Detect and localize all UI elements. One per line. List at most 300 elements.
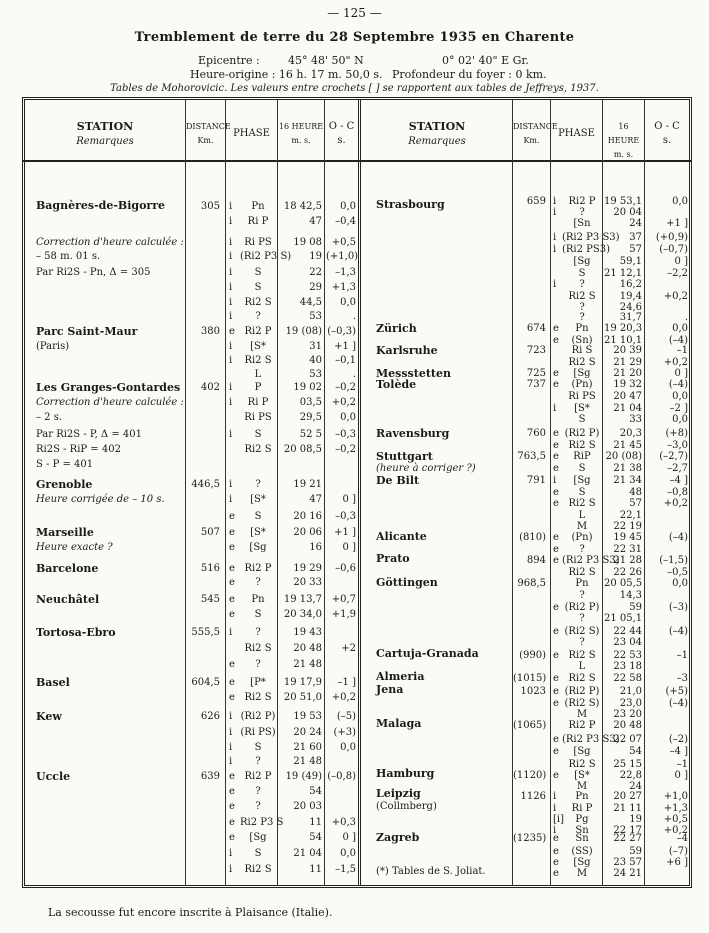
phase-cell: Pn — [575, 323, 589, 334]
phase-cell: Ri2 S — [244, 643, 272, 654]
oc-cell: –0,2 — [335, 444, 356, 455]
oc-cell: –1,3 — [335, 267, 356, 278]
time-cell: 19 (49) — [285, 771, 322, 782]
phase-cell: [Sg — [573, 857, 591, 868]
oc-cell: (–4) — [668, 335, 688, 346]
time-cell: 20 04 — [613, 207, 642, 218]
time-cell: 57 — [629, 244, 642, 255]
onset-mark: [i] — [553, 814, 565, 825]
time-cell: 23,0 — [619, 698, 642, 709]
phase-cell: S — [578, 268, 586, 279]
time-cell: 20 51,0 — [283, 692, 322, 703]
oc-cell: 0,0 — [672, 391, 688, 402]
onset-mark: i — [553, 475, 557, 486]
remark-text: – 58 m. 01 s. — [36, 251, 101, 262]
time-cell: 19 43 — [293, 627, 322, 638]
oc-cell: –1 ] — [337, 677, 356, 688]
time-cell: 21 12,1 — [604, 268, 643, 279]
remark-text: (Collmberg) — [376, 801, 437, 812]
oc-cell: –4 — [676, 833, 688, 844]
origin-time: Heure-origine : 16 h. 17 m. 50,0 s. — [190, 68, 383, 81]
remark-text: (*) Tables de S. Joliat. — [376, 866, 486, 877]
oc-cell: (+5) — [665, 686, 688, 697]
oc-cell: –0,2 — [335, 382, 356, 393]
time-cell: 21 04 — [293, 848, 322, 859]
distance-cell: 760 — [526, 428, 546, 439]
phase-cell: (Ri2 S) — [564, 626, 600, 637]
phase-cell: [S* — [574, 403, 590, 414]
oc-cell: (+0,9) — [655, 232, 688, 243]
station-name: Göttingen — [376, 576, 438, 589]
oc-cell: . — [684, 312, 688, 323]
distance-cell: (1235) — [513, 833, 547, 844]
station-name: Prato — [376, 552, 410, 565]
oc-cell: 0,0 — [340, 412, 356, 423]
time-cell: 44,5 — [299, 297, 322, 308]
remark-text: Par Ri2S - Pn, Δ = 305 — [36, 267, 151, 278]
onset-mark: e — [553, 746, 559, 757]
onset-mark: e — [229, 527, 235, 538]
distance-cell: 446,5 — [191, 479, 220, 490]
phase-cell: (Ri2 P3 S) — [240, 251, 292, 262]
station-name: Tortosa-Ebro — [36, 626, 116, 639]
station-name: Cartuja-Granada — [376, 647, 479, 660]
station-name: Leipzig — [376, 787, 421, 800]
distance-cell: 725 — [526, 368, 546, 379]
onset-mark: i — [553, 803, 557, 814]
time-cell: 53 — [309, 369, 322, 380]
phase-cell: ? — [579, 590, 585, 601]
time-cell: 20 33 — [293, 577, 322, 588]
oc-cell: . — [352, 311, 356, 322]
oc-cell: +0,3 — [331, 817, 356, 828]
time-cell: 40 — [309, 355, 322, 366]
oc-cell: +0,2 — [663, 825, 688, 836]
oc-cell: (–0,3) — [327, 326, 356, 337]
time-cell: 59 — [629, 846, 642, 857]
onset-mark: i — [229, 382, 233, 393]
onset-mark: i — [553, 279, 557, 290]
phase-cell: Ri2 S — [568, 291, 596, 302]
onset-mark: e — [553, 544, 559, 555]
onset-mark: e — [229, 786, 235, 797]
phase-cell: S — [254, 267, 262, 278]
distance-cell: 402 — [200, 382, 220, 393]
phase-cell: [Sg — [573, 368, 591, 379]
onset-mark: i — [229, 341, 233, 352]
phase-cell: M — [576, 521, 588, 532]
station-name: Parc Saint-Maur — [36, 325, 138, 338]
phase-cell: Ri2 S — [568, 650, 596, 661]
time-cell: 21 48 — [293, 659, 322, 670]
phase-cell: (Ri2 P) — [240, 711, 276, 722]
time-cell: 18 42,5 — [283, 201, 322, 212]
distance-cell: 674 — [526, 323, 546, 334]
time-cell: 20 48 — [613, 720, 642, 731]
onset-mark: e — [553, 428, 559, 439]
phase-cell: (Ri2 S) — [564, 698, 600, 709]
time-cell: 24 — [629, 218, 642, 229]
time-cell: 29,5 — [299, 412, 322, 423]
phase-cell: ? — [579, 637, 585, 648]
phase-cell: Ri2 S — [244, 692, 272, 703]
onset-mark: e — [553, 440, 559, 451]
oc-cell: (–4) — [668, 698, 688, 709]
onset-mark: e — [229, 563, 235, 574]
oc-cell: +0,2 — [331, 692, 356, 703]
time-cell: 20 24 — [293, 727, 322, 738]
oc-cell: 0,0 — [340, 201, 356, 212]
station-name: De Bilt — [376, 474, 420, 487]
phase-cell: S — [578, 463, 586, 474]
remark-text: (heure à corriger ?) — [376, 463, 476, 474]
phase-cell: (Ri2 P) — [564, 428, 600, 439]
oc-cell: (–5) — [336, 711, 356, 722]
time-cell: 21 29 — [613, 357, 642, 368]
time-cell: 20 08,5 — [283, 444, 322, 455]
phase-cell: S — [254, 429, 262, 440]
time-cell: 21 20 — [613, 368, 642, 379]
onset-mark: e — [553, 379, 559, 390]
phase-cell: (Ri2 P3 S3) — [562, 734, 620, 745]
distance-cell: 380 — [200, 326, 220, 337]
remark-text: Ri2S - RiP = 402 — [36, 444, 121, 455]
phase-cell: S — [254, 282, 262, 293]
station-name: Bagnères-de-Bigorre — [36, 199, 166, 212]
oc-cell: –2,2 — [667, 268, 688, 279]
onset-mark: e — [229, 659, 235, 670]
phase-cell: S — [254, 511, 262, 522]
oc-cell: (–1,5) — [659, 555, 688, 566]
time-cell: 47 — [309, 216, 322, 227]
time-cell: 21 60 — [293, 742, 322, 753]
distance-cell: (1015) — [513, 673, 547, 684]
time-cell: 21 10,1 — [604, 335, 643, 346]
time-cell: 11 — [309, 864, 322, 875]
onset-mark: e — [553, 368, 559, 379]
time-cell: 16 — [309, 542, 322, 553]
time-cell: 19 29 — [293, 563, 322, 574]
oc-cell: –0,3 — [335, 429, 356, 440]
onset-mark: e — [553, 686, 559, 697]
time-cell: 19 08 — [293, 237, 322, 248]
time-cell: 03,5 — [299, 397, 322, 408]
oc-cell: +1 ] — [334, 341, 356, 352]
distance-cell: 723 — [526, 345, 546, 356]
oc-cell: (–2) — [668, 734, 688, 745]
time-cell: 59,1 — [619, 256, 642, 267]
phase-cell: RiP — [573, 451, 591, 462]
time-cell: 16,2 — [619, 279, 642, 290]
station-name: Neuchâtel — [36, 593, 100, 606]
time-cell: 23 04 — [613, 637, 642, 648]
phase-cell: Ri2 P — [568, 720, 596, 731]
oc-cell: –1 — [676, 345, 688, 356]
station-name: Ravensburg — [376, 427, 450, 440]
phase-cell: (Sn) — [571, 335, 593, 346]
station-name: Hamburg — [376, 767, 435, 780]
distance-cell: 1023 — [520, 686, 546, 697]
phase-cell: Ri2 S — [568, 759, 596, 770]
oc-cell: 0 ] — [674, 770, 688, 781]
phase-cell: ? — [255, 786, 261, 797]
epicentre-lat: 45° 48' 50" N — [288, 54, 364, 67]
time-cell: 23 20 — [613, 709, 642, 720]
time-cell: 20,3 — [619, 428, 642, 439]
col-sep — [324, 100, 325, 885]
phase-cell: P — [254, 382, 262, 393]
phase-cell: Ri P — [571, 803, 593, 814]
onset-mark: e — [229, 677, 235, 688]
distance-cell: (810) — [519, 532, 546, 543]
time-cell: 20 05,5 — [604, 578, 643, 589]
oc-cell: 0,0 — [340, 848, 356, 859]
remark-text: Correction d'heure calculée : — [36, 397, 184, 408]
distance-cell: 659 — [526, 196, 546, 207]
center-divider — [358, 100, 361, 885]
station-name: Kew — [36, 710, 62, 723]
phase-cell: ? — [579, 302, 585, 313]
phase-cell: Ri2 S — [568, 567, 596, 578]
onset-mark: i — [229, 311, 233, 322]
onset-mark: i — [553, 403, 557, 414]
oc-cell: (+1,0) — [326, 251, 359, 262]
phase-cell: Pn — [575, 791, 589, 802]
oc-cell: +1,0 — [663, 791, 688, 802]
phase-cell: Ri P — [247, 397, 269, 408]
distance-cell: 507 — [200, 527, 220, 538]
onset-mark: i — [553, 196, 557, 207]
onset-mark: e — [553, 626, 559, 637]
onset-mark: i — [553, 244, 557, 255]
phase-cell: Ri S — [571, 345, 593, 356]
oc-cell: –0,6 — [335, 563, 356, 574]
phase-cell: ? — [255, 577, 261, 588]
tables-note: Tables de Mohorovicic. Les valeurs entre crochets [ ] se rapportent aux tables de Jeffreys, 1937. — [110, 83, 599, 94]
oc-cell: 0,0 — [672, 414, 688, 425]
col-sep — [277, 100, 278, 885]
phase-cell: M — [576, 709, 588, 720]
onset-mark: i — [229, 864, 233, 875]
onset-mark: e — [553, 770, 559, 781]
time-cell: 29 — [309, 282, 322, 293]
distance-cell: (1065) — [513, 720, 547, 731]
time-cell: 22,1 — [619, 510, 642, 521]
phase-cell: Sn — [575, 833, 589, 844]
phase-cell: Ri PS — [244, 237, 272, 248]
phase-cell: [S* — [250, 341, 266, 352]
phase-cell: M — [576, 781, 588, 792]
header-station: STATION Remarques — [76, 120, 134, 147]
time-cell: 19 — [629, 814, 642, 825]
distance-cell: 555,5 — [191, 627, 220, 638]
time-cell: 20 47 — [613, 391, 642, 402]
time-cell: 37 — [629, 232, 642, 243]
phase-cell: Ri PS — [568, 391, 596, 402]
onset-mark: e — [229, 609, 235, 620]
phase-cell: Ri2 S — [244, 864, 272, 875]
station-name: Marseille — [36, 526, 94, 539]
onset-mark: i — [229, 727, 233, 738]
time-cell: 21 34 — [613, 475, 642, 486]
oc-cell: (–2,7) — [659, 451, 688, 462]
col-sep — [644, 100, 645, 885]
oc-cell: +1,3 — [331, 282, 356, 293]
phase-cell: Pg — [575, 814, 589, 825]
station-name: Les Granges-Gontardes — [36, 381, 181, 394]
oc-cell: +0,2 — [663, 357, 688, 368]
oc-cell: (+8) — [665, 428, 688, 439]
focus-depth: Profondeur du foyer : 0 km. — [392, 68, 547, 81]
onset-mark: i — [229, 267, 233, 278]
onset-mark: e — [553, 323, 559, 334]
time-cell: 23 57 — [613, 857, 642, 868]
phase-cell: (Ri PS) — [240, 727, 276, 738]
oc-cell: (–0,8) — [327, 771, 356, 782]
time-cell: 14,3 — [619, 590, 642, 601]
phase-cell: Sn — [575, 825, 589, 836]
oc-cell: –2 ] — [669, 403, 688, 414]
onset-mark: e — [229, 511, 235, 522]
phase-cell: ? — [255, 311, 261, 322]
onset-mark: i — [229, 282, 233, 293]
phase-cell: [S* — [574, 770, 590, 781]
distance-cell: 894 — [526, 555, 546, 566]
epicentre-lon: 0° 02' 40" E Gr. — [442, 54, 529, 67]
phase-cell: [Sg — [573, 256, 591, 267]
time-cell: 22,8 — [619, 770, 642, 781]
oc-cell: –0,5 — [667, 567, 688, 578]
phase-cell: Ri2 S — [244, 355, 272, 366]
onset-mark: i — [553, 207, 557, 218]
phase-cell: Ri2 P — [568, 196, 596, 207]
time-cell: 22 17 — [613, 825, 642, 836]
time-cell: 22 31 — [613, 544, 642, 555]
remark-text: Correction d'heure calculée : — [36, 237, 184, 248]
time-cell: 21 38 — [613, 463, 642, 474]
oc-cell: +1 ] — [334, 527, 356, 538]
phase-cell: [Sg — [249, 832, 267, 843]
oc-cell: 0 ] — [342, 542, 356, 553]
phase-cell: [Sg — [573, 746, 591, 757]
phase-cell: ? — [579, 207, 585, 218]
onset-mark: e — [553, 335, 559, 346]
remark-text: Heure exacte ? — [36, 542, 113, 553]
time-cell: 25 15 — [613, 759, 642, 770]
onset-mark: i — [229, 756, 233, 767]
oc-cell: –1,5 — [335, 864, 356, 875]
time-cell: 21 04 — [613, 403, 642, 414]
phase-cell: [Sg — [573, 475, 591, 486]
distance-cell: 737 — [526, 379, 546, 390]
onset-mark: i — [229, 355, 233, 366]
oc-cell: (–3) — [668, 602, 688, 613]
oc-cell: 0 ] — [674, 256, 688, 267]
time-cell: 24 — [629, 781, 642, 792]
station-name: Tolède — [376, 378, 417, 391]
onset-mark: i — [229, 397, 233, 408]
time-cell: 33 — [629, 414, 642, 425]
phase-cell: ? — [579, 312, 585, 323]
onset-mark: i — [229, 742, 233, 753]
phase-cell: Ri2 S — [568, 498, 596, 509]
time-cell: 22 58 — [613, 673, 642, 684]
oc-cell: (–4) — [668, 626, 688, 637]
oc-cell: 0 ] — [674, 368, 688, 379]
header-oc: O - C s. — [654, 121, 680, 146]
phase-cell: ? — [255, 756, 261, 767]
header-heure: 16 HEURE m. s. — [278, 122, 324, 145]
distance-cell: 968,5 — [517, 578, 546, 589]
time-cell: 22 — [309, 267, 322, 278]
header-phase: PHASE — [558, 128, 595, 139]
onset-mark: e — [229, 692, 235, 703]
time-cell: 20 34,0 — [283, 609, 322, 620]
time-cell: 57 — [629, 498, 642, 509]
phase-cell: L — [578, 661, 586, 672]
onset-mark: i — [229, 297, 233, 308]
phase-cell: [Sg — [249, 542, 267, 553]
onset-mark: e — [553, 498, 559, 509]
phase-cell: S — [254, 742, 262, 753]
phase-cell: Ri2 P — [244, 563, 272, 574]
time-cell: 21 05,1 — [604, 613, 643, 624]
time-cell: 53 — [309, 311, 322, 322]
col-sep — [602, 100, 603, 885]
onset-mark: e — [553, 487, 559, 498]
header-oc: O - C s. — [328, 121, 355, 146]
time-cell: 47 — [309, 494, 322, 505]
epicentre-label: Epicentre : — [198, 54, 260, 67]
header-rule — [22, 160, 692, 162]
phase-cell: Ri PS — [244, 412, 272, 423]
phase-cell: Pn — [575, 578, 589, 589]
header-heure: 16 HEURE m. s. — [607, 122, 640, 159]
oc-cell: –1 — [676, 650, 688, 661]
phase-cell: ? — [579, 613, 585, 624]
col-sep — [185, 100, 186, 885]
onset-mark: e — [553, 734, 559, 745]
time-cell: 20 39 — [613, 345, 642, 356]
distance-cell: 639 — [200, 771, 220, 782]
time-cell: 22 27 — [613, 833, 642, 844]
station-name: Zürich — [376, 322, 417, 335]
oc-cell: (+3) — [333, 727, 356, 738]
remark-text: Heure corrigée de – 10 s. — [36, 494, 165, 505]
onset-mark: e — [553, 602, 559, 613]
oc-cell: 0,0 — [672, 323, 688, 334]
phase-cell: S — [578, 487, 586, 498]
phase-cell: Ri P — [247, 216, 269, 227]
time-cell: 11 — [309, 817, 322, 828]
phase-cell: Ri2 S — [568, 440, 596, 451]
time-cell: 54 — [309, 786, 322, 797]
station-name: Basel — [36, 676, 70, 689]
station-name: Stuttgart — [376, 450, 433, 463]
time-cell: 19 — [309, 251, 322, 262]
station-name: Zagreb — [376, 831, 420, 844]
header-phase: PHASE — [233, 128, 270, 139]
oc-cell: +0,5 — [331, 237, 356, 248]
time-cell: 20 16 — [293, 511, 322, 522]
onset-mark: e — [229, 577, 235, 588]
onset-mark: e — [553, 451, 559, 462]
oc-cell: +1,3 — [663, 803, 688, 814]
oc-cell: 0,0 — [340, 297, 356, 308]
oc-cell: –0,8 — [667, 487, 688, 498]
header-distance: DISTANCE Km. — [513, 122, 558, 145]
time-cell: 19,4 — [619, 291, 642, 302]
